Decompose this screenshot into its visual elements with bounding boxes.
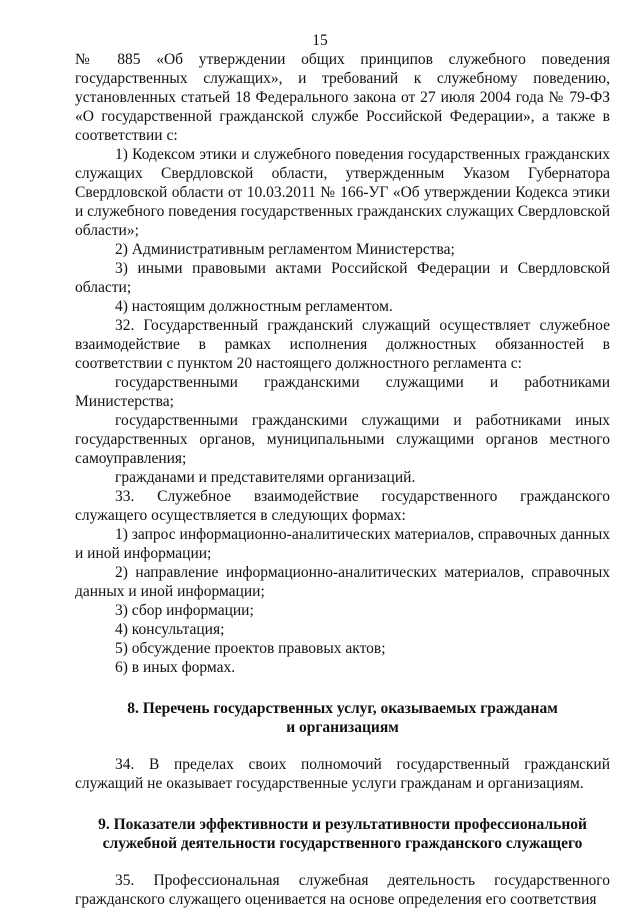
paragraph-32: 32. Государственный гражданский служащий осуществляет служебное взаимодействие в рамках исполнения должностных обязанностей в соответствии с пунктом 20 настоящего должностного регламента с: (75, 317, 610, 372)
form-discussion: 5) обсуждение проектов правовых актов; (115, 640, 386, 657)
form-consultation: 4) консультация; (115, 621, 225, 638)
interaction-ministry: государственными гражданскими служащими и работниками Министерства; (75, 374, 610, 410)
paragraph-33: 33. Служебное взаимодействие государственного гражданского служащего осуществляется в следующих формах: (75, 488, 610, 524)
section-spacer (75, 853, 610, 871)
form-collection: 3) сбор информации; (115, 602, 254, 619)
page-number: 15 (312, 32, 328, 49)
form-other: 6) в иных формах. (115, 659, 236, 676)
interaction-other-bodies: государственными гражданскими служащими и работниками иных государственных органов, муниципальными служащими органов местного самоуправления; (75, 412, 610, 467)
form-sending: 2) направление информационно-аналитических материалов, справочных данных и иной информации; (75, 564, 610, 600)
section-8-heading-line2: и организациям (286, 719, 399, 736)
section-spacer (75, 793, 610, 815)
section-9-heading-line1: 9. Показатели эффективности и результативности профессиональной (98, 816, 587, 833)
section-spacer (75, 677, 610, 699)
document-body (75, 50, 610, 909)
interaction-citizens: гражданами и представителями организаций. (115, 469, 416, 486)
list-item-job-regulation: 4) настоящим должностным регламентом. (115, 298, 393, 315)
paragraph-continuation: № 885 «Об утверждении общих принципов служебного поведения государственных служащих», и требований к служебному поведению, установленных статьей 18 Федерального закона от 27 июля 2004 года № 79-ФЗ «О государственной гражданской службе Российской Федерации», а также в соответствии с: (75, 51, 610, 144)
section-8-heading-line1: 8. Перечень государственных услуг, оказываемых гражданам (127, 700, 558, 717)
list-item-code-of-ethics: 1) Кодексом этики и служебного поведения государственных гражданских служащих Свердловской области, утвержденным Указом Губернатора Свердловской области от 10.03.2011 № 166-УГ «Об утверждении Кодекса этики и служебного поведения государственных гражданских служащих Свердловской области»; (75, 146, 610, 239)
list-item-admin-regulation: 2) Административным регламентом Министерства; (115, 241, 455, 258)
paragraph-34: 34. В пределах своих полномочий государственный гражданский служащий не оказывает государственные услуги гражданам и организациям. (75, 756, 610, 792)
paragraph-35: 35. Профессиональная служебная деятельность государственного гражданского служащего оценивается на основе определения его соответствия (75, 872, 610, 908)
section-9-heading-line2: служебной деятельности государственного гражданского служащего (102, 835, 583, 852)
section-spacer (75, 737, 610, 755)
form-request: 1) запрос информационно-аналитических материалов, справочных данных и иной информации; (75, 526, 610, 562)
list-item-legal-acts: 3) иными правовыми актами Российской Федерации и Свердловской области; (75, 260, 610, 296)
